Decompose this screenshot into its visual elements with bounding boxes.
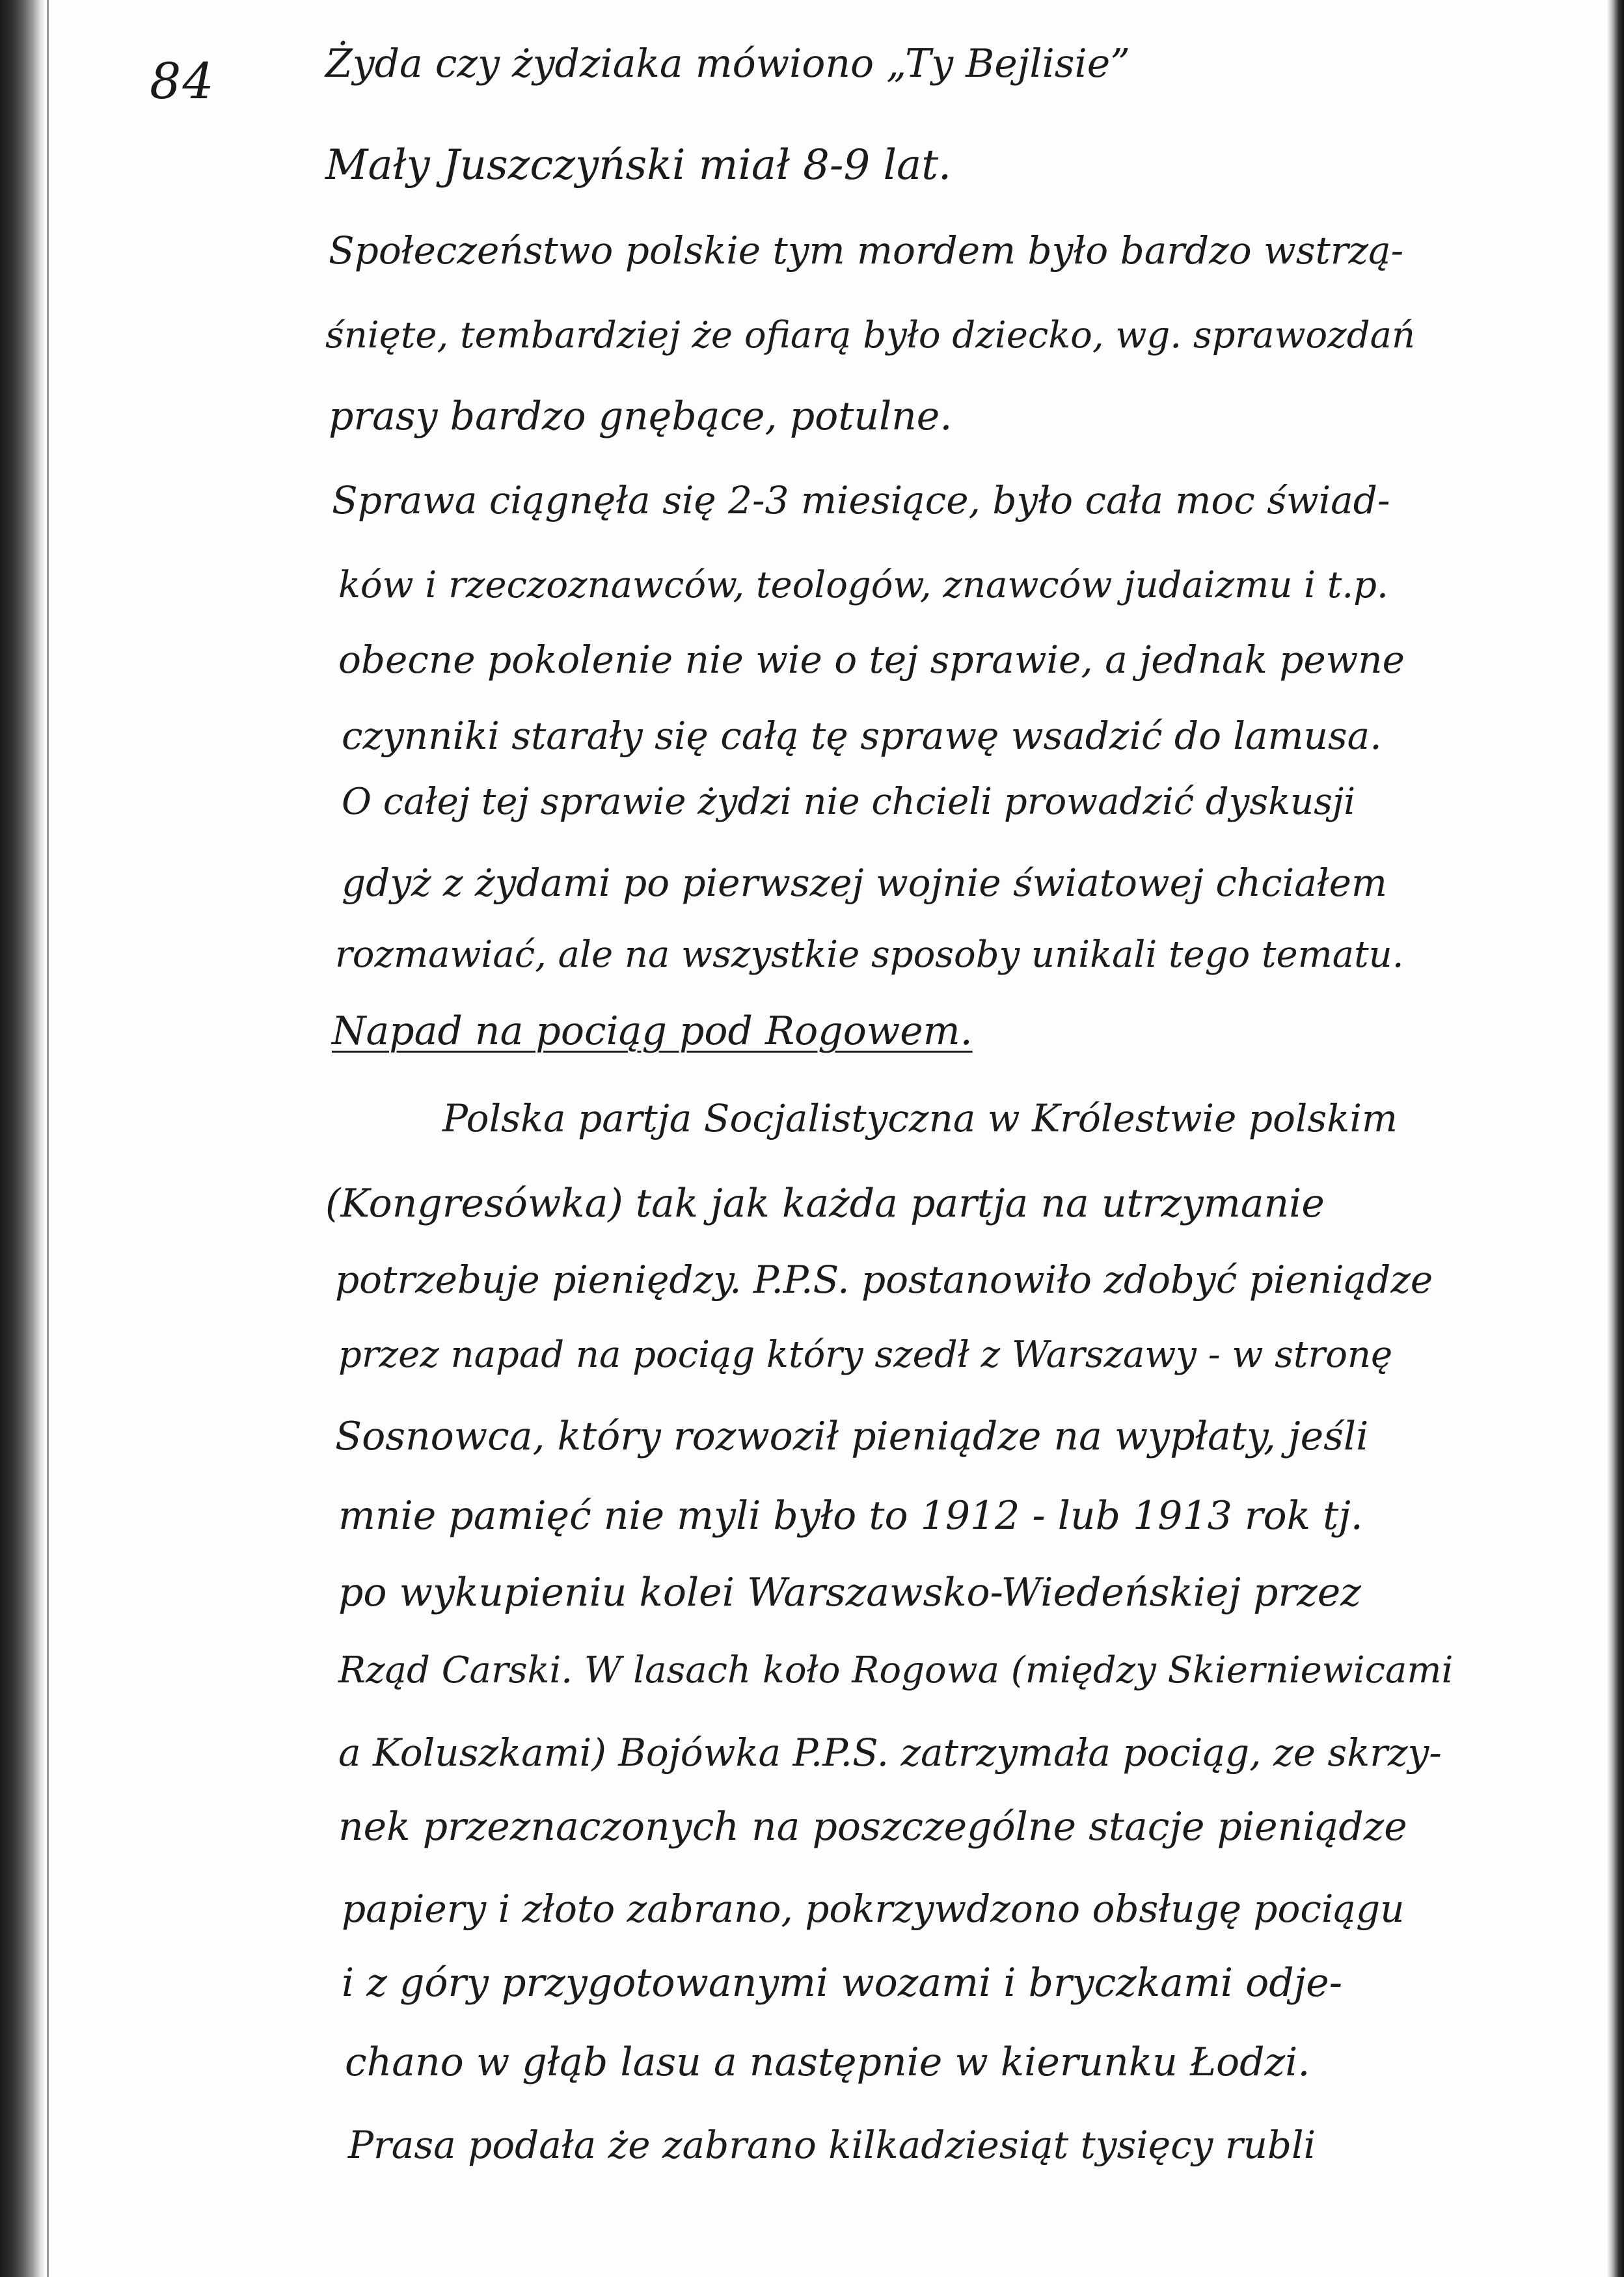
text-line-18: Sosnowca, który rozwoził pieniądze na wypłaty, jeśli [335,1414,1369,1459]
text-line-27: Prasa podała że zabrano kilkadziesiąt tysięcy rubli [348,2123,1316,2167]
section-heading: Napad na pociąg pod Rogowem. [332,1008,973,1054]
text-line-10: O całej tej sprawie żydzi nie chcieli prowadzić dyskusji [342,781,1356,823]
text-line-6: Sprawa ciągnęła się 2-3 miesiące, było cała moc świad- [332,478,1390,522]
text-line-16: potrzebuje pieniędzy. P.P.S. postanowiło zdobyć pieniądze [335,1258,1433,1302]
text-line-22: a Koluszkami) Bojówka P.P.S. zatrzymała pociąg, ze skrzy- [338,1731,1442,1775]
page-number: 84 [150,52,215,110]
text-line-19: mnie pamięć nie myli było to 1912 - lub 1913 rok tj. [338,1493,1363,1539]
text-line-25: i z góry przygotowanymi wozami i bryczkami odje- [342,1960,1342,2006]
text-line-11: gdyż z żydami po pierwszej wojnie światowej chciałem [342,861,1387,905]
text-line-21: Rząd Carski. W lasach koło Rogowa (między Skierniewicami [338,1649,1454,1691]
text-line-9: czynniki starały się całą tę sprawę wsadzić do lamusa. [342,714,1382,758]
page-right-edge-shadow [1607,0,1624,2277]
binding-edge-line [47,0,49,2277]
text-line-3: Społeczeństwo polskie tym mordem było bardzo wstrzą- [329,228,1404,273]
text-line-15: (Kongresówka) tak jak każda partja na utrzymanie [325,1181,1325,1226]
text-line-23: nek przeznaczonych na poszczególne stacje pieniądze [338,1804,1407,1850]
text-line-20: po wykupieniu kolei Warszawsko-Wiedeńskiej przez [338,1570,1361,1615]
text-line-5: prasy bardzo gnębące, potulne. [329,394,953,439]
text-line-12: rozmawiać, ale na wszystkie sposoby unikali tego tematu. [335,934,1404,976]
notebook-binding-shadow [0,0,46,2277]
text-line-8: obecne pokolenie nie wie o tej sprawie, a jednak pewne [338,638,1405,682]
text-line-4: śnięte, tembardziej że ofiarą było dziecko, wg. sprawozdań [325,314,1416,357]
text-line-24: papiery i złoto zabrano, pokrzywdzono obsługę pociągu [342,1887,1405,1931]
text-line-7: ków i rzeczoznawców, teologów, znawców judaizmu i t.p. [338,564,1388,606]
text-line-14: Polska partja Socjalistyczna w Królestwie polskim [442,1096,1398,1140]
text-line-17: przez napad na pociąg który szedł z Warszawy - w stronę [338,1334,1393,1376]
text-line-1: Żyda czy żydziaka mówiono „Ty Bejlisie” [325,41,1130,87]
text-line-2: Mały Juszczyński miał 8-9 lat. [325,141,952,189]
text-line-26: chano w głąb lasu a następnie w kierunku Łodzi. [345,2040,1310,2085]
